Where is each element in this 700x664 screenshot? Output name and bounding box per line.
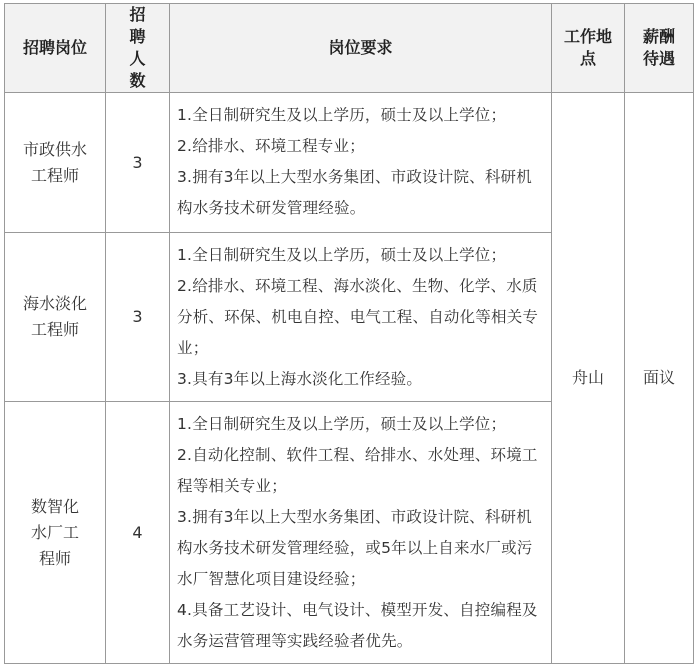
requirements-cell (170, 402, 552, 664)
position-cell: 市政供水工程师 (5, 93, 106, 233)
requirements-cell (170, 93, 552, 233)
position-cell: 数智化水厂工程师 (5, 402, 106, 664)
requirement-item: 1.全日制研究生及以上学历，硕士及以上学位； (177, 106, 507, 124)
header-position: 招聘岗位 (5, 4, 106, 93)
salary-cell: 面议 (625, 93, 694, 664)
requirement-item: 3.拥有3年以上大型水务集团、市政设计院、科研机构水务技术研发管理经验，或5年以上自来水厂或污水厂智慧化项目建设经验； (177, 508, 533, 588)
count-cell: 3 (106, 93, 170, 233)
requirement-item: 2.给排水、环境工程专业； (177, 137, 365, 155)
count-cell: 3 (106, 233, 170, 402)
table-header-row (5, 4, 694, 93)
position-cell: 海水淡化工程师 (5, 233, 106, 402)
requirement-item: 2.自动化控制、软件工程、给排水、水处理、环境工程等相关专业； (177, 446, 538, 495)
requirement-item: 4.具备工艺设计、电气设计、模型开发、自控编程及水务运营管理等实践经验者优先。 (177, 601, 538, 650)
header-location: 工作地点 (552, 4, 625, 93)
header-salary: 薪酬待遇 (625, 4, 694, 93)
requirement-item: 3.具有3年以上海水淡化工作经验。 (177, 370, 423, 388)
recruitment-table (4, 3, 694, 664)
count-cell: 4 (106, 402, 170, 664)
requirement-item: 3.拥有3年以上大型水务集团、市政设计院、科研机构水务技术研发管理经验。 (177, 168, 532, 217)
requirement-item: 2.给排水、环境工程、海水淡化、生物、化学、水质分析、环保、机电自控、电气工程、自动化等相关专业； (177, 277, 539, 357)
requirement-item: 1.全日制研究生及以上学历，硕士及以上学位； (177, 246, 507, 264)
requirements-cell (170, 233, 552, 402)
header-requirements: 岗位要求 (170, 4, 552, 93)
requirement-item: 1.全日制研究生及以上学历，硕士及以上学位； (177, 415, 507, 433)
location-cell: 舟山 (552, 93, 625, 664)
table-row (5, 93, 694, 233)
header-count: 招聘人数 (106, 4, 170, 93)
